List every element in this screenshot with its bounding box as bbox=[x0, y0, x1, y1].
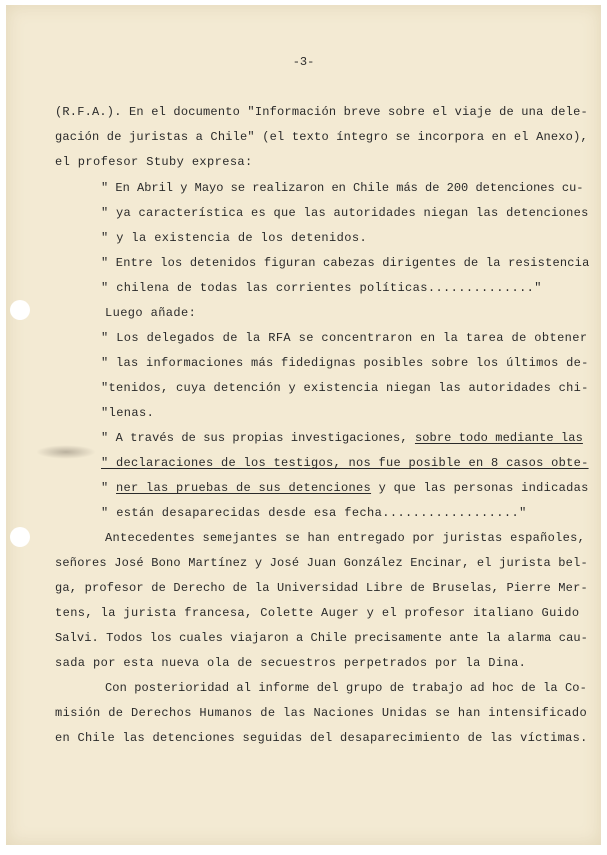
quote-line: "tenidos, cuya detención y existencia niegan las autoridades chi- bbox=[101, 381, 589, 395]
text-line: tens, la jurista francesa, Colette Auger y el profesor italiano Guido bbox=[55, 606, 580, 620]
quote-line-underlined: " declaraciones de los testigos, nos fue posible en 8 casos obte- bbox=[101, 456, 589, 470]
text-line: en Chile las detenciones seguidas del desaparecimiento de las víctimas. bbox=[55, 731, 588, 745]
quote-line: "lenas. bbox=[101, 406, 155, 420]
quote-text: " bbox=[101, 481, 117, 495]
punch-hole bbox=[10, 300, 30, 320]
quote-line: " están desaparecidas desde esa fecha.................." bbox=[101, 506, 527, 520]
quote-text: " A través de sus propias investigaciones, bbox=[101, 431, 415, 445]
quote-line: " Entre los detenidos figuran cabezas dirigentes de la resistencia bbox=[101, 256, 590, 270]
text-line: Luego añade: bbox=[105, 306, 197, 320]
underlined-text: ner las pruebas de sus detenciones bbox=[116, 481, 372, 495]
punch-hole bbox=[10, 527, 30, 547]
quote-line: " y la existencia de los detenidos. bbox=[101, 231, 368, 245]
quote-line bbox=[101, 481, 589, 495]
quote-line: " chilena de todas las corrientes políticas.............." bbox=[101, 281, 542, 295]
text-line: Antecedentes semejantes se han entregado por juristas españoles, bbox=[105, 531, 586, 545]
quote-line: " ya característica es que las autoridades niegan las detenciones bbox=[101, 206, 589, 220]
document-page bbox=[6, 5, 601, 845]
text-line: Salvi. Todos los cuales viajaron a Chile precisamente ante la alarma cau- bbox=[55, 631, 588, 645]
underlined-text: sobre todo mediante las bbox=[414, 431, 583, 445]
quote-text: y que las personas indicadas bbox=[371, 481, 589, 495]
quote-line: " En Abril y Mayo se realizaron en Chile más de 200 detenciones cu- bbox=[101, 181, 584, 195]
page-number: -3- bbox=[292, 55, 315, 69]
text-line: misión de Derechos Humanos de las Naciones Unidas se han intensificado bbox=[55, 706, 588, 720]
text-line: sada por esta nueva ola de secuestros perpetrados por la Dina. bbox=[55, 656, 527, 670]
ink-smudge bbox=[36, 445, 96, 459]
quote-line: " Los delegados de la RFA se concentraron en la tarea de obtener bbox=[101, 331, 588, 345]
text-line: gación de juristas a Chile" (el texto íntegro se incorpora en el Anexo), bbox=[55, 130, 588, 144]
text-line: (R.F.A.). En el documento "Información breve sobre el viaje de una dele- bbox=[55, 105, 588, 119]
quote-line: " las informaciones más fidedignas posibles sobre los últimos de- bbox=[101, 356, 589, 370]
text-line: señores José Bono Martínez y José Juan González Encinar, el jurista bel- bbox=[55, 556, 588, 570]
text-line: ga, profesor de Derecho de la Universidad Libre de Bruselas, Pierre Mer- bbox=[55, 581, 588, 595]
text-line: Con posterioridad al informe del grupo de trabajo ad hoc de la Co- bbox=[105, 681, 587, 695]
quote-line bbox=[101, 431, 583, 445]
text-line: el profesor Stuby expresa: bbox=[55, 155, 253, 169]
